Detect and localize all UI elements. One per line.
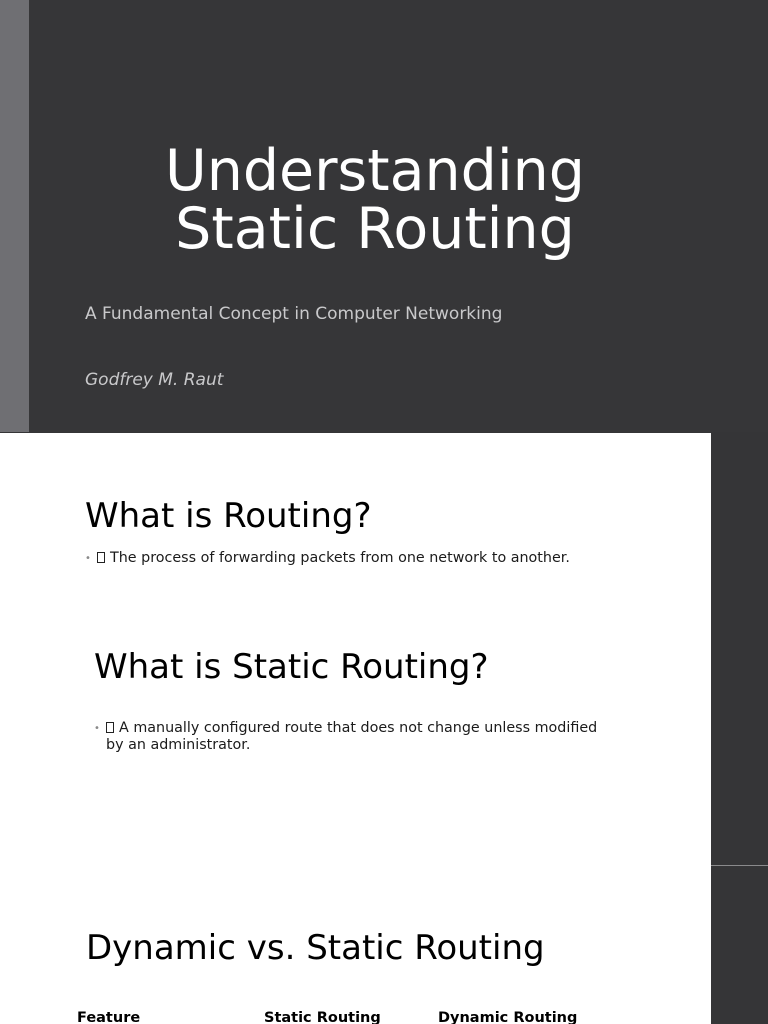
title-line-2: Static Routing xyxy=(175,196,575,262)
comparison-heading: Dynamic vs. Static Routing xyxy=(86,928,545,968)
static-routing-heading: What is Static Routing? xyxy=(94,647,489,687)
routing-bullet xyxy=(85,550,645,570)
title-line-1: Understanding xyxy=(165,138,585,204)
routing-heading: What is Routing? xyxy=(85,496,372,536)
static-bullet-line-2: by an administrator. xyxy=(106,737,251,753)
presentation-subtitle: A Fundamental Concept in Computer Networking xyxy=(85,304,503,324)
slide-divider xyxy=(711,865,768,866)
presentation-title xyxy=(0,138,750,262)
static-routing-bullet xyxy=(94,720,624,760)
content-slides xyxy=(0,433,711,1024)
presentation-author: Godfrey M. Raut xyxy=(85,370,224,390)
bullet-dot-icon: • xyxy=(94,723,100,734)
table-header-static: Static Routing xyxy=(264,1010,381,1024)
static-bullet-line-1: A manually configured route that does not change unless modified xyxy=(119,720,598,736)
missing-glyph-icon xyxy=(106,722,114,733)
table-header-feature: Feature xyxy=(77,1010,141,1024)
table-header-dynamic: Dynamic Routing xyxy=(438,1010,578,1024)
bullet-dot-icon: • xyxy=(85,553,91,564)
title-slide xyxy=(0,0,768,432)
routing-bullet-text: The process of forwarding packets from one network to another. xyxy=(110,550,570,566)
missing-glyph-icon xyxy=(97,552,105,563)
